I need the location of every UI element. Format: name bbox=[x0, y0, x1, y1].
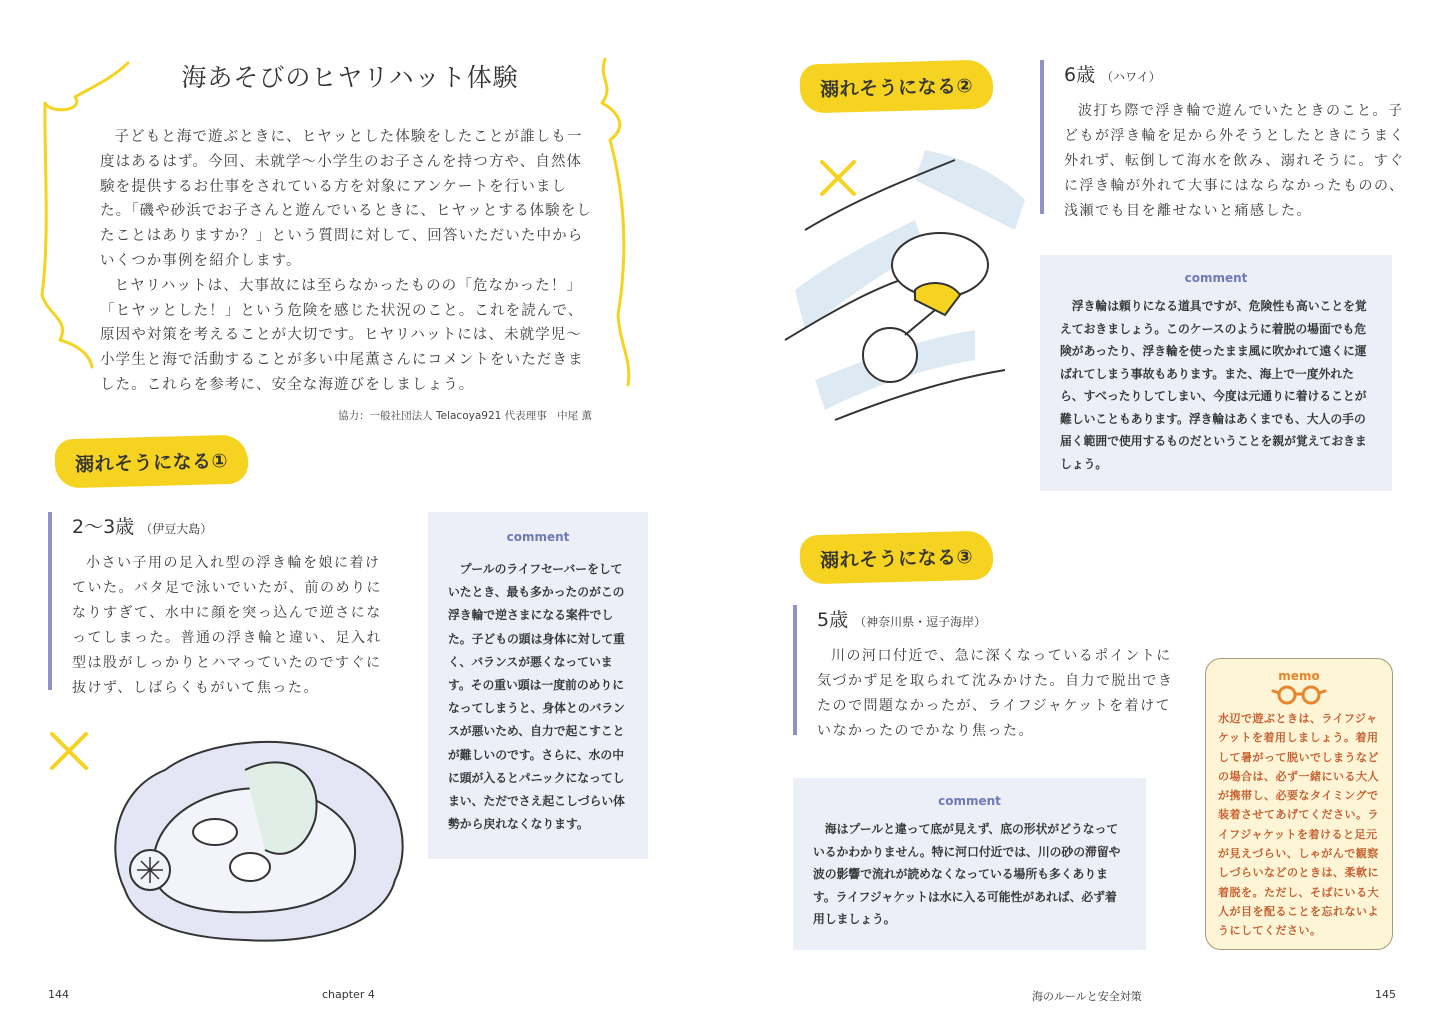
chapter-label: chapter 4 bbox=[322, 988, 375, 1001]
comment-label: comment bbox=[1184, 271, 1248, 285]
case-2-comment-text: 浮き輪は頼りになる道具ですが、危険性も高いことを覚えておきましょう。このケースのように着脱の場面でも危険があったり、浮き輪を使ったまま風に吹かれて遠くに運ばれてしまう事故もあります。また、海上で一度外れたら、すべったりしてしまい、今度は元通りに着けることが難しいこともあります。浮き輪はあくまでも、大人の手の届く範囲で使用するものだということを親が覚えておきましょう。 bbox=[1060, 299, 1367, 471]
comment-label: comment bbox=[506, 530, 570, 544]
case-3 bbox=[793, 605, 1177, 739]
case-1-title bbox=[72, 512, 392, 539]
memo-box bbox=[1205, 658, 1393, 950]
section-footer: 海のルールと安全対策 bbox=[1032, 990, 1142, 1003]
case-3-title bbox=[817, 605, 1177, 632]
case-1-comment bbox=[428, 512, 648, 859]
case-2 bbox=[1040, 60, 1414, 219]
case-1-comment-text: プールのライフセーバーをしていたとき、最も多かったのがこの浮き輪で逆さまになる案件でした。子どもの頭は身体に対して重く、バランスが悪くなっています。その重い頭は一度前のめりになってしまうと、身体とのバランスが悪いため、自力で起こすことが難しいのです。さらに、水の中に頭が入るとパニックになってしまい、ただでさえ起こしづらい体勢から戻れなくなります。 bbox=[448, 562, 625, 832]
page-number-right: 145 bbox=[1375, 988, 1396, 1001]
case-2-comment bbox=[1040, 255, 1392, 491]
comment-label: comment bbox=[938, 794, 1001, 808]
intro-paragraph-2: ヒヤリハットは、大事故には至らなかったものの「危なかった！」「ヒヤッとした！」という危険を感じた状況のこと。これを読んで、原因や対策を考えることが大切です。ヒヤリハットには、未就学児～小学生と海で活動することが多い中尾薫さんにコメントをいただきました。これらを参考に、安全な海遊びをしましょう。 bbox=[100, 277, 584, 393]
memo-text: 水辺で遊ぶときは、ライフジャケットを着用しましょう。着用して暑がって脱いでしまうなどの場合は、必ず一緒にいる大人が携帯し、必要なタイミングで装着させてあげてください。ライフジャケットを着けると足元が見えづらい、しゃがんで観察しづらいなどのときは、柔軟に着脱を。ただし、そばにいる大人が目を配ることを忘れないようにしてください。 bbox=[1218, 712, 1379, 938]
leg-float-illustration-icon bbox=[95, 730, 415, 950]
case-3-comment-text: 海はプールと違って底が見えず、底の形状がどうなっているかわかりません。特に河口付近では、川の砂の滞留や波の影響で流れが読めなくなっている場所も多くあります。ライフジャケットは水に入る可能性があれば、必ず着用しましょう。 bbox=[813, 822, 1121, 926]
case-2-badge: 溺れそうになる② bbox=[799, 59, 993, 113]
page-title: 海あそびのヒヤリハット体験 bbox=[181, 63, 519, 92]
glasses-icon bbox=[1269, 685, 1329, 705]
child-in-float-illustration-icon bbox=[775, 140, 1030, 430]
case-1-text: 小さい子用の足入れ型の浮き輪を娘に着けていた。バタ足で泳いでいたが、前のめりになりすぎて、水中に顔を突っ込んで逆さになってしまった。普通の浮き輪と違い、足入れ型は股がしっかりとハマっていたのですぐに抜けず、しばらくもがいて焦った。 bbox=[72, 555, 382, 696]
memo-label: memo bbox=[1278, 669, 1320, 683]
case-1 bbox=[48, 512, 392, 696]
page-number-left: 144 bbox=[48, 988, 69, 1001]
case-1-age: 2～3歳 bbox=[72, 516, 135, 538]
case-2-age: 6歳 bbox=[1064, 64, 1096, 86]
case-3-comment bbox=[793, 778, 1146, 950]
intro-text bbox=[100, 125, 595, 398]
case-2-title bbox=[1064, 60, 1414, 87]
case-3-badge: 溺れそうになる③ bbox=[799, 530, 993, 584]
case-1-place: （伊豆大島） bbox=[140, 522, 213, 536]
case-1-badge: 溺れそうになる① bbox=[54, 434, 248, 488]
case-2-place: （ハワイ） bbox=[1101, 70, 1161, 84]
x-mark-icon bbox=[48, 730, 90, 772]
intro-paragraph-1: 子どもと海で遊ぶときに、ヒヤッとした体験をしたことが誰しも一度はあるはず。今回、未就学～小学生のお子さんを持つ方や、自然体験を提供するお仕事をされている方を対象にアンケートを行いました。「磯や砂浜でお子さんと遊んでいるときに、ヒヤッとする体験をしたことはありますか？」という質問に対して、回答いただいた中からいくつか事例を紹介します。 bbox=[100, 129, 592, 269]
case-3-age: 5歳 bbox=[817, 609, 849, 631]
case-3-place: （神奈川県・逗子海岸） bbox=[854, 615, 987, 629]
case-2-text: 波打ち際で浮き輪で遊んでいたときのこと。子どもが浮き輪を足から外そうとしたときにうまく外れず、転倒して海水を飲み、溺れそうに。すぐに浮き輪が外れて大事にはならなかったものの、浅瀬でも目を離せないと痛感した。 bbox=[1064, 103, 1405, 219]
case-3-text: 川の河口付近で、急に深くなっているポイントに気づかず足を取られて沈みかけた。自力で脱出できたので問題なかったが、ライフジャケットを着けていなかったのでかなり焦った。 bbox=[817, 648, 1174, 739]
credit-line: 協力：一般社団法人 Telacoya921 代表理事 中尾 薫 bbox=[338, 410, 592, 422]
